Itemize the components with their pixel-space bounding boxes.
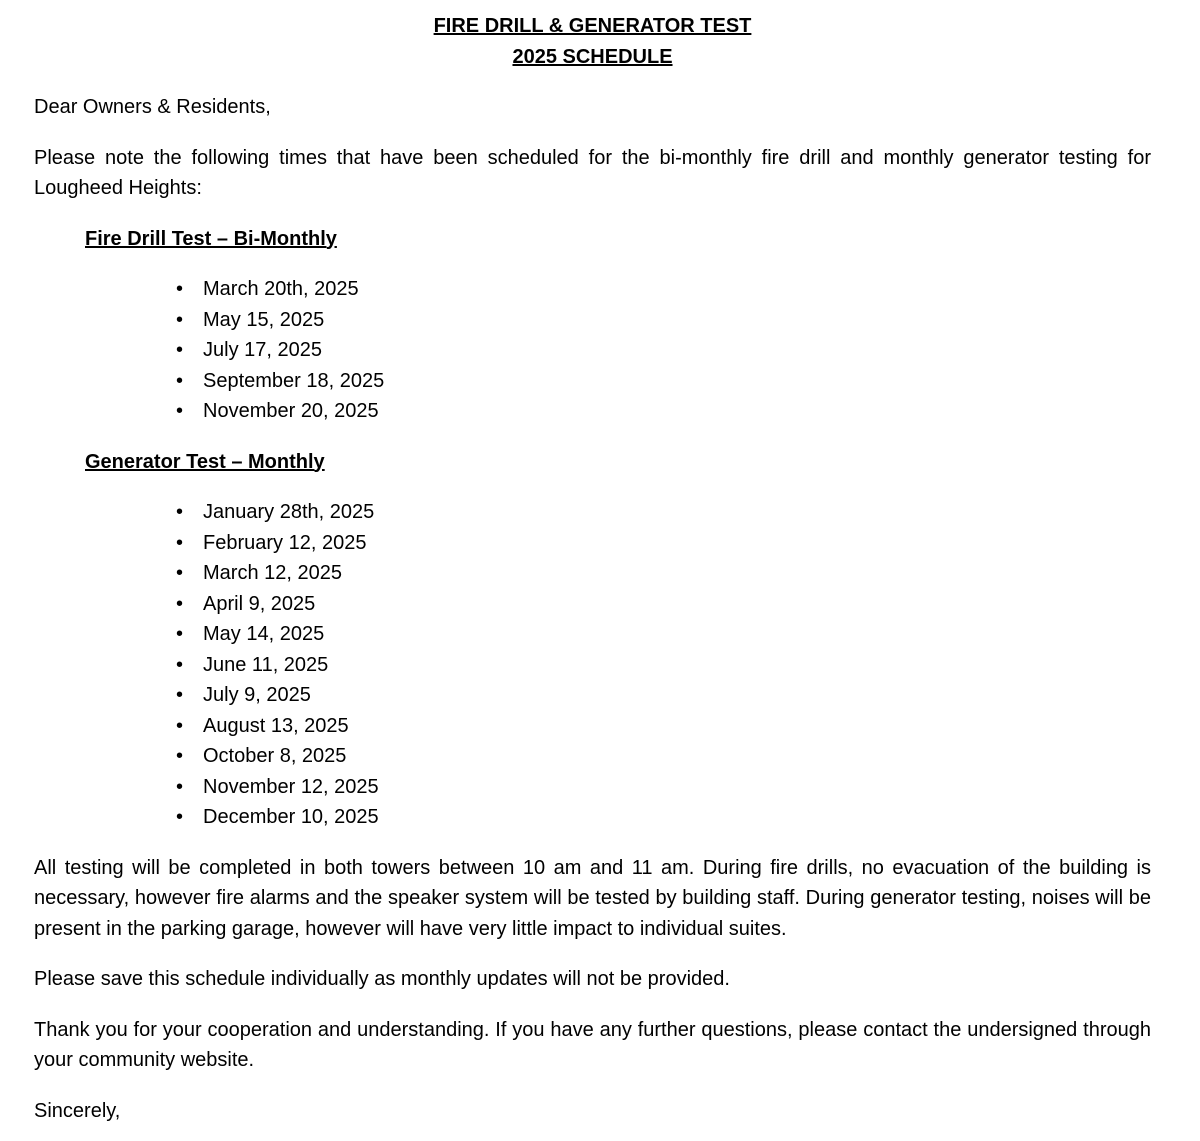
list-item	[34, 589, 1151, 620]
fire-drill-date: March 20th, 2025	[203, 278, 359, 300]
bullet-icon: •	[176, 308, 184, 331]
list-item	[34, 305, 1151, 336]
fire-drill-date: September 18, 2025	[203, 369, 385, 392]
list-item	[34, 650, 1151, 681]
intro-paragraph: Please note the following times that have been scheduled for the bi-monthly fire drill and monthly generator testing for Lougheed Heights:	[34, 146, 1151, 199]
list-item	[34, 619, 1151, 650]
title-line-1: FIRE DRILL & GENERATOR TEST	[433, 15, 752, 37]
greeting: Dear Owners & Residents,	[34, 96, 271, 118]
list-item	[34, 558, 1151, 589]
generator-date: March 12, 2025	[203, 562, 342, 584]
bullet-icon: •	[176, 339, 184, 361]
sign-off: Sincerely,	[34, 1099, 121, 1122]
generator-date: August 13, 2025	[203, 714, 349, 737]
list-item	[34, 680, 1151, 711]
bullet-icon: •	[176, 531, 184, 554]
testing-info-paragraph: All testing will be completed in both towers between 10 am and 11 am. During fire drills, no evacuation of the building is necessary, however fire alarms and the speaker system will be tested by building staff. During generator testing, noises will be present in the parking garage, however will have very little impact to individual suites.	[34, 856, 1151, 940]
list-item	[34, 741, 1151, 772]
save-notice-paragraph: Please save this schedule individually as monthly updates will not be provided.	[34, 968, 730, 990]
bullet-icon: •	[176, 592, 184, 615]
list-item	[34, 528, 1151, 559]
generator-heading: Generator Test – Monthly	[85, 450, 325, 473]
fire-drill-heading: Fire Drill Test – Bi-Monthly	[85, 227, 337, 250]
bullet-icon: •	[176, 400, 184, 422]
generator-date: November 12, 2025	[203, 775, 379, 798]
generator-date: May 14, 2025	[203, 623, 325, 645]
generator-date: January 28th, 2025	[203, 501, 375, 523]
fire-drill-date: May 15, 2025	[203, 308, 325, 331]
bullet-icon: •	[176, 775, 184, 798]
title-line-2: 2025 SCHEDULE	[512, 45, 673, 68]
bullet-icon: •	[176, 562, 184, 584]
list-item	[34, 772, 1151, 803]
list-item	[34, 335, 1151, 366]
bullet-icon: •	[176, 653, 184, 676]
generator-date: February 12, 2025	[203, 531, 367, 554]
list-item	[34, 366, 1151, 397]
fire-drill-date: November 20, 2025	[203, 400, 379, 422]
generator-date-list	[34, 497, 1151, 833]
fire-drill-date-list	[34, 274, 1151, 427]
thanks-paragraph: Thank you for your cooperation and understanding. If you have any further questions, please contact the undersigned through your community website.	[34, 1018, 1151, 1071]
document-title	[34, 11, 1151, 72]
generator-date: October 8, 2025	[203, 745, 347, 767]
generator-date: December 10, 2025	[203, 806, 379, 828]
list-item	[34, 802, 1151, 833]
list-item	[34, 274, 1151, 305]
generator-date: June 11, 2025	[203, 653, 329, 676]
bullet-icon: •	[176, 806, 184, 828]
generator-date: April 9, 2025	[203, 592, 316, 615]
list-item	[34, 711, 1151, 742]
bullet-icon: •	[176, 501, 184, 523]
bullet-icon: •	[176, 623, 184, 645]
bullet-icon: •	[176, 745, 184, 767]
bullet-icon: •	[176, 369, 184, 392]
list-item	[34, 396, 1151, 427]
generator-date: July 9, 2025	[203, 684, 311, 706]
list-item	[34, 497, 1151, 528]
fire-drill-date: July 17, 2025	[203, 339, 322, 361]
bullet-icon: •	[176, 684, 184, 706]
bullet-icon: •	[176, 714, 184, 737]
bullet-icon: •	[176, 278, 184, 300]
